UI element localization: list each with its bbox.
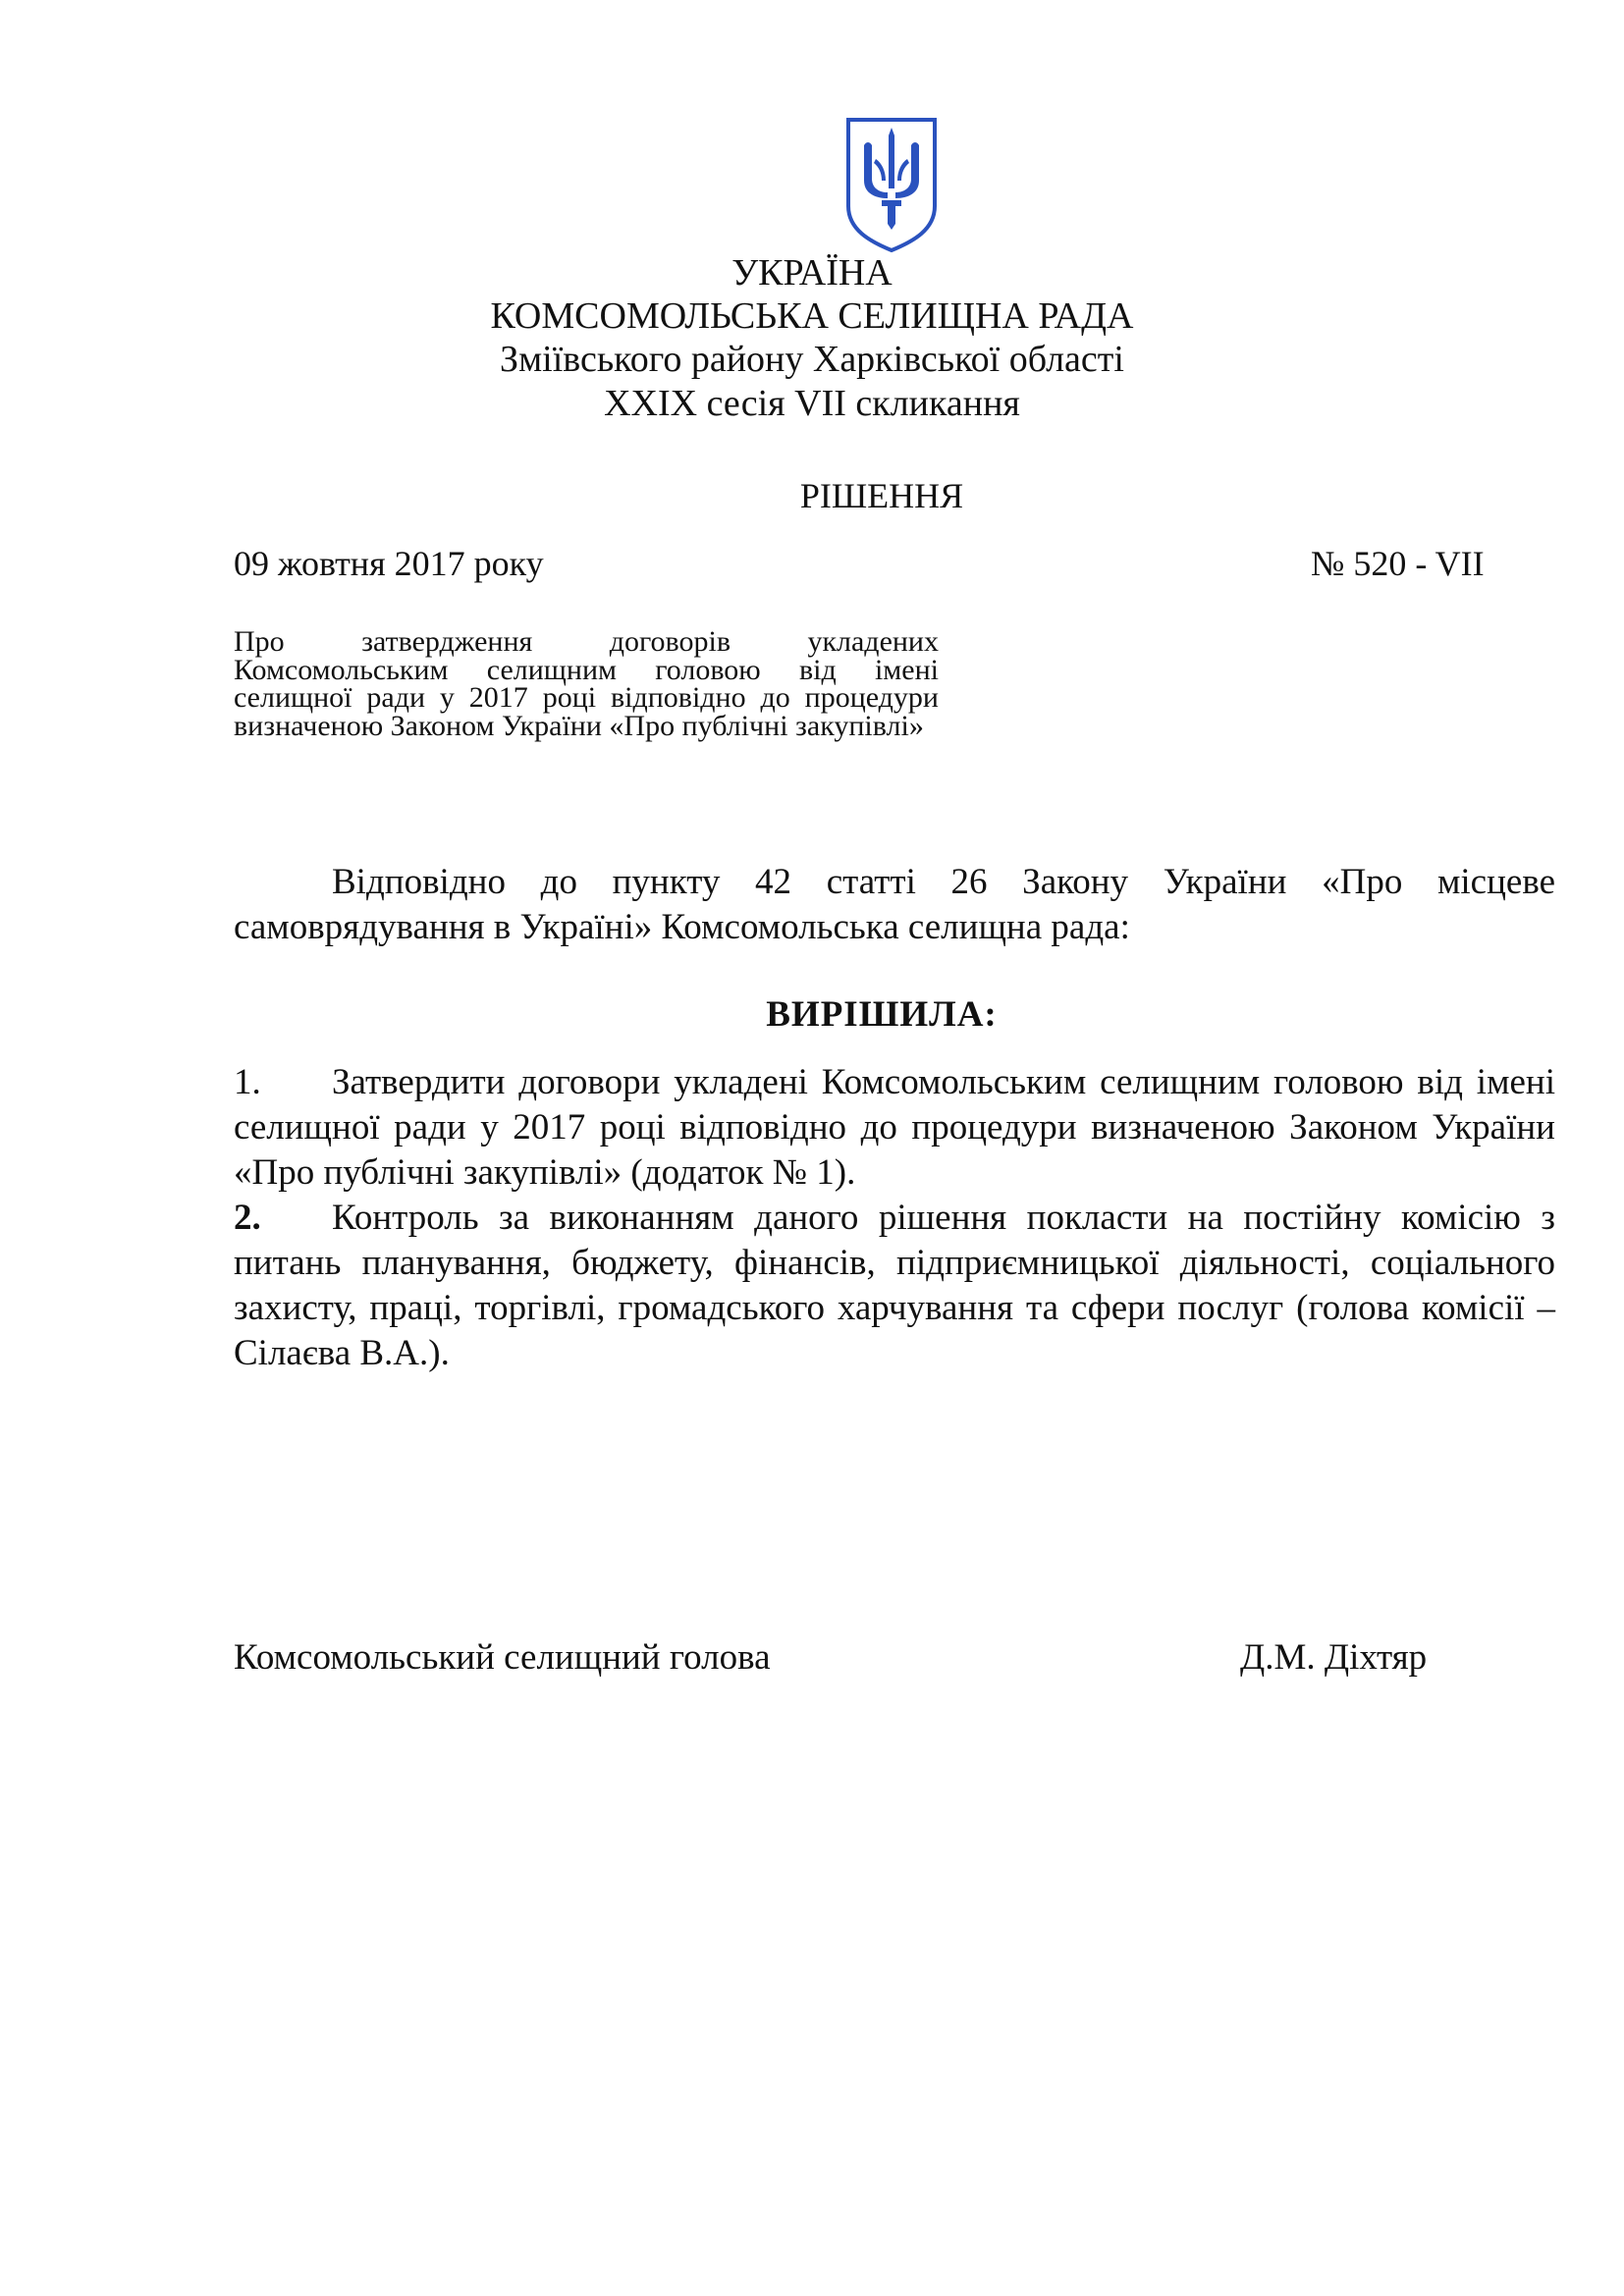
coat-of-arms-icon [842,116,941,253]
header-council: КОМСОМОЛЬСЬКА СЕЛИЩНА РАДА [490,295,1134,337]
item-text: Затвердити договори укладені Комсомольським селищним головою від імені селищної ради у 2017 році відповідно до процедури визначеною Законом України «Про публічні закупівлі» (додаток № 1). [234,1062,1555,1193]
item-text: Контроль за виконанням даного рішення покласти на постійну комісію з питань планування, бюджету, фінансів, підприємницької діяльності, соціального захисту, праці, торгівлі, громадського харчування та сфери послуг (голова комісії – Сілаєва В.А.). [234,1198,1555,1373]
header-district: Зміївського району Харківської області [500,339,1124,380]
decision-items [234,1060,1555,1376]
signature-name: Д.М. Діхтяр [1240,1637,1428,1678]
decision-item [234,1196,1555,1376]
signature-position: Комсомольський селищний голова [234,1637,771,1678]
header-country: УКРАЇНА [731,252,893,294]
document-title: РІШЕННЯ [799,476,964,515]
header-session: XXIX сесія VII скликання [604,383,1020,424]
item-number: 1. [234,1062,261,1102]
decision-number: № 520 - VII [1311,544,1485,583]
resolved-heading: ВИРІШИЛА: [766,994,998,1035]
decision-preamble: Відповідно до пункту 42 статті 26 Закону України «Про місцеве самоврядування в Україні» Комсомольська селищна рада: [234,862,1555,947]
decision-item [234,1060,1555,1196]
decision-date: 09 жовтня 2017 року [234,544,544,583]
document-header [0,251,1624,294]
document-header-district [0,338,1624,381]
document-header-council [0,294,1624,338]
document-header-session [0,382,1624,425]
decision-subject: Про затвердження договорів укладених Комсомольським селищним головою від імені селищної ради у 2017 році відповідно до процедури визначеною Законом України «Про публічні закупівлі» [234,625,939,742]
item-number: 2. [234,1198,261,1238]
